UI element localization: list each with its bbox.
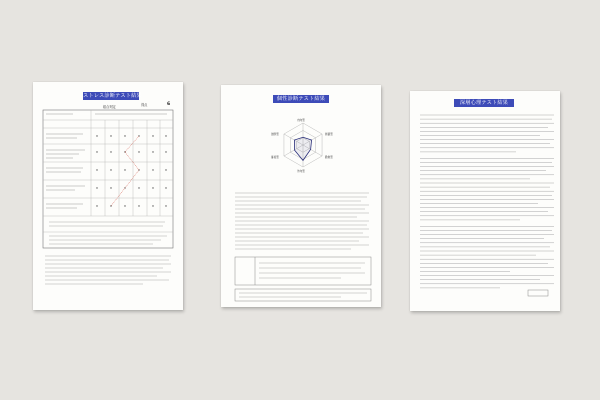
personality-test-sheet <box>221 85 381 307</box>
radar-axis-label-0: 内向型 <box>297 119 305 122</box>
radar-axis-label-2: 勤勉型 <box>325 156 333 159</box>
sheet3-title: 深層心理テスト結果 <box>454 99 514 107</box>
radar-data-polygon <box>294 137 311 160</box>
sheet1-title: ストレス診断テスト結果 <box>83 93 142 99</box>
sheet2-title: 個性診断テスト結果 <box>273 95 329 103</box>
sheet1-score-label: 得点 <box>141 103 148 107</box>
radar-axis-label-3: 外向型 <box>297 170 305 173</box>
stress-test-sheet <box>33 82 183 310</box>
sheet1-score-value: 6 <box>167 102 171 107</box>
deep-psychology-body-text <box>410 91 560 311</box>
radar-axis-label-4: 審美型 <box>271 156 279 159</box>
radar-axis-label-1: 価値型 <box>325 133 333 136</box>
deep-psychology-sheet <box>410 91 560 311</box>
radar-axis-label-5: 独断型 <box>271 133 279 136</box>
stress-table <box>33 82 183 310</box>
sheet1-header-label: 総合判定 <box>103 105 116 109</box>
